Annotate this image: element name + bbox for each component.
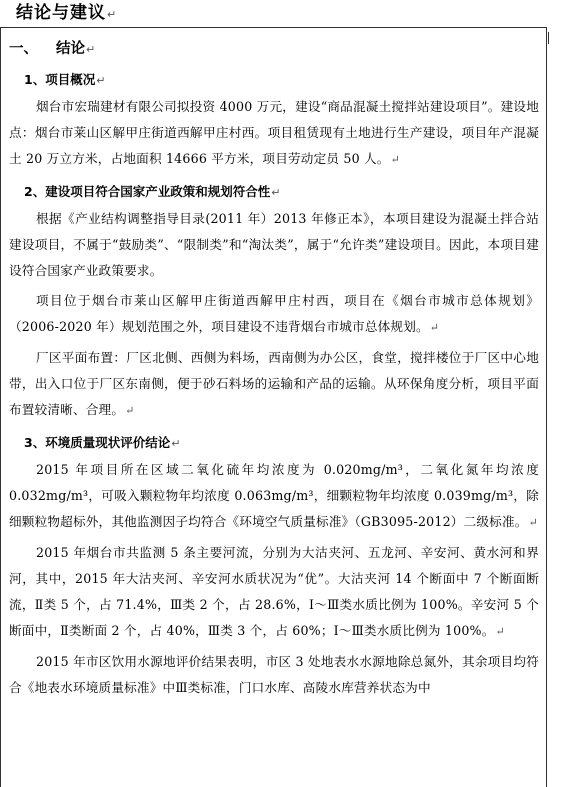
paragraph-mark-icon: ↵ [107,8,118,21]
paragraph-text: 项目位于烟台市莱山区解甲庄街道西解甲庄村西，项目在《烟台市城市总体规划》（2006-2020 年）规划范围之外，项目建设不违背烟台市城市总体规划。 [9,293,539,334]
paragraph-mark-icon: ↵ [528,516,538,529]
paragraph-mark-icon: ↵ [125,404,135,417]
paragraph-text: 2015 年项目所在区域二氧化硫年均浓度为 0.020mg/m³，二氧化氮年均浓度 0.032mg/m³，可吸入颗粒物年均浓度 0.063mg/m³，细颗粒物年均浓度 0.039mg/m³，除细颗粒物超标外，其他监测因子均符合《环境空气质量标准》（GB3095-2012）二级标准。 [9,462,539,529]
paragraph-mark-icon: ↵ [390,153,401,166]
paragraph-mark-icon: ↵ [86,43,96,56]
paragraph-mark-icon: ↵ [495,625,505,638]
paragraph-mark-icon: ↵ [429,321,440,334]
document-title [16,2,117,26]
paragraph [9,288,539,341]
subsection-title: 2、建设项目符合国家产业政策和规划符合性 [24,184,271,199]
cell-content [9,28,539,701]
subsection-heading-environment [24,432,539,455]
paragraph-text: 烟台市宏瑞建材有限公司拟投资 4000 万元，建设“商品混凝土搅拌站建设项目”。建设地点：烟台市莱山区解甲庄街道西解甲庄村西。项目租赁现有土地进行生产建设，项目年产混凝土 20 万立方米，占地面积 14666 平方米，项目劳动定员 50 人。 [9,99,539,166]
content-table-cell[interactable] [0,27,547,787]
paragraph-mark-icon: ↵ [271,186,281,199]
paragraph [9,94,539,173]
subsection-title: 3、环境质量现状评价结论 [24,435,171,450]
subsection-title: 1、项目概况 [24,72,96,87]
paragraph-text: 根据《产业结构调整指导目录(2011 年）2013 年修正本》，本项目建设为混凝土拌合站建设项目，不属于“鼓励类”、“限制类”和“淘汰类”，属于“允许类”建设项目。因此，本项目建设符合国家产业政策要求。 [9,211,539,278]
subsection-heading-project-overview [24,69,539,92]
paragraph-text: 2015 年烟台市共监测 5 条主要河流，分别为大沽夹河、五龙河、辛安河、黄水河和界河，其中，2015 年大沽夹河、辛安河水质状况为“优”。大沽夹河 14 个断面中 7 个断面断流，Ⅱ类 5 个，占 71.4%，Ⅲ类 2 个，占 28.6%，Ⅰ～Ⅲ类水质比例为 100%。辛安河 5 个断面中，Ⅱ类断面 2 个，占 40%，Ⅲ类 3 个，占 60%；Ⅰ～Ⅲ类水质比例为 100%。 [9,545,539,638]
paragraph [9,649,539,701]
paragraph [9,457,539,536]
paragraph-mark-icon: ↵ [96,74,106,87]
section-title: 结论 [56,41,85,57]
paragraph [9,540,539,645]
section-number: 一、 [9,41,38,57]
subsection-heading-policy [24,181,539,204]
margin-guide-line [548,32,549,44]
paragraph-text: 厂区平面布置：厂区北侧、西侧为料场，西南侧为办公区，食堂，搅拌楼位于厂区中心地带，出入口位于厂区东南侧，便于砂石料场的运输和产品的运输。从环保角度分析，项目平面布置较清晰、合理。 [9,350,539,417]
paragraph-text: 2015 年市区饮用水源地评价结果表明，市区 3 处地表水水源地除总氮外，其余项目均符合《地表水环境质量标准》中Ⅲ类标准，门口水库、高陵水库营养状态为中 [9,654,539,695]
paragraph [9,345,539,424]
section-heading [9,36,539,63]
paragraph [9,206,539,284]
paragraph-mark-icon: ↵ [171,437,181,450]
document-title-text: 结论与建议 [16,3,106,23]
